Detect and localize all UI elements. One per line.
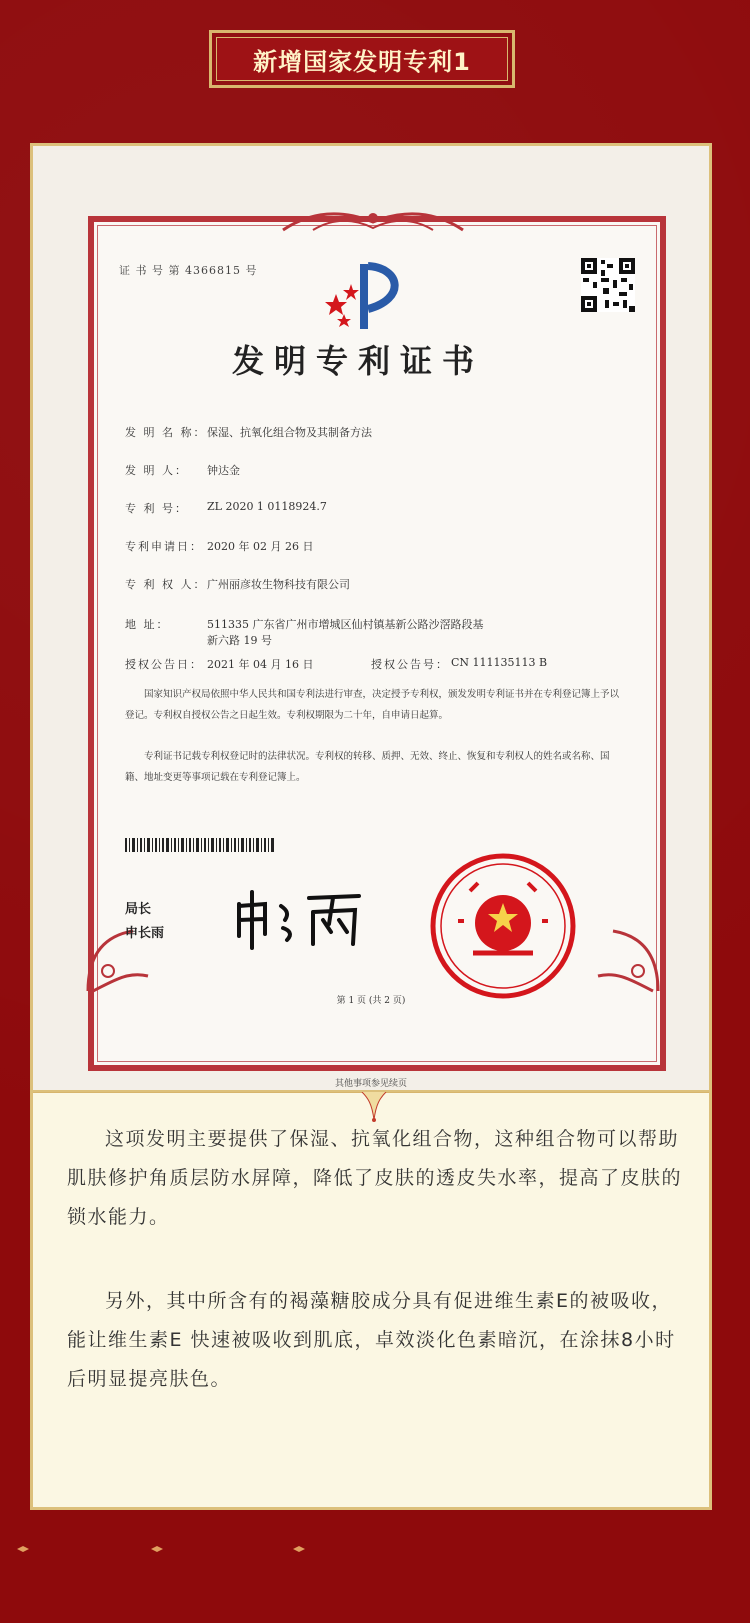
field-value: ZL 2020 1 0118924.7 <box>207 500 327 513</box>
description-card <box>30 1092 712 1510</box>
address-line: 511335 广东省广州市增城区仙村镇基新公路沙滘路段基 <box>207 618 484 631</box>
field-label: 授权公告号： <box>371 658 449 671</box>
sparkle-icon <box>150 1545 164 1553</box>
page-title: 新增国家发明专利1 <box>253 47 471 76</box>
field-address <box>125 616 484 648</box>
signature-icon <box>231 884 371 954</box>
field-invention-name <box>125 424 372 440</box>
qr-code-icon <box>581 258 635 312</box>
field-value: 钟达金 <box>207 464 240 477</box>
certificate-frame <box>30 143 712 1093</box>
certificate-title: 发明专利证书 <box>231 342 484 380</box>
field-label: 发 明 名 称： <box>125 426 207 439</box>
director-name: 申长雨 <box>125 926 165 941</box>
director-title: 局长 <box>125 902 152 917</box>
certificate-body-paragraph: 国家知识产权局依照中华人民共和国专利法进行审查，决定授予专利权，颁发发明专利证书并在专利登记簿上予以登记。专利权自授权公告之日起生效。专利权期限为二十年，自申请日起算。 <box>125 689 620 721</box>
field-value: 广州丽彦妆生物科技有限公司 <box>207 578 350 591</box>
field-grant-number <box>371 656 547 672</box>
field-label: 地 址： <box>125 618 170 631</box>
director-block <box>125 898 164 946</box>
sparkle-icon <box>16 1545 30 1553</box>
field-value: 2020 年 02 月 26 日 <box>207 540 314 553</box>
barcode-icon <box>125 838 275 852</box>
certificate-body-paragraph: 专利证书记载专利权登记时的法律状况。专利权的转移、质押、无效、终止、恢复和专利权人的姓名或名称、国籍、地址变更等事项记载在专利登记簿上。 <box>125 751 610 783</box>
field-patentee <box>125 576 350 592</box>
field-inventor <box>125 462 240 478</box>
field-label: 专 利 号： <box>125 502 188 515</box>
official-seal-icon <box>428 851 578 1001</box>
top-ornament-icon <box>273 208 473 236</box>
description-paragraph: 这项发明主要提供了保湿、抗氧化组合物，这种组合物可以帮助肌肤修护角质层防水屏障，降低了皮肤的透皮失水率，提高了皮肤的锁水能力。 <box>67 1128 683 1228</box>
description-paragraph: 另外，其中所含有的褐藻糖胶成分具有促进维生素E的被吸收，能让维生素E 快速被吸收到肌底，卓效淡化色素暗沉，在涂抹8小时后明显提亮肤色。 <box>67 1290 676 1390</box>
sparkle-icon <box>292 1545 306 1553</box>
address-line: 新六路 19 号 <box>207 634 272 647</box>
corner-ornament-icon <box>593 926 663 996</box>
certificate-number: 证 书 号 第 4366815 号 <box>119 264 258 277</box>
field-value: 2021 年 04 月 16 日 <box>207 658 314 671</box>
field-patent-number <box>125 500 327 516</box>
field-label: 专利申请日： <box>125 540 203 553</box>
field-value: 保湿、抗氧化组合物及其制备方法 <box>207 426 372 439</box>
field-value: CN 111135113 B <box>451 656 548 669</box>
field-value <box>207 616 484 648</box>
field-label: 专 利 权 人： <box>125 578 207 591</box>
field-filing-date <box>125 538 313 554</box>
title-plaque-inner <box>216 37 508 81</box>
field-label: 发 明 人： <box>125 464 188 477</box>
page-info: 第 1 页 (共 2 页) <box>336 996 406 1006</box>
cnipa-logo-icon <box>316 254 416 334</box>
title-plaque <box>209 30 515 88</box>
field-grant-date <box>125 656 313 672</box>
field-label: 授权公告日： <box>125 658 203 671</box>
other-note: 其他事项参见续页 <box>334 1079 407 1089</box>
